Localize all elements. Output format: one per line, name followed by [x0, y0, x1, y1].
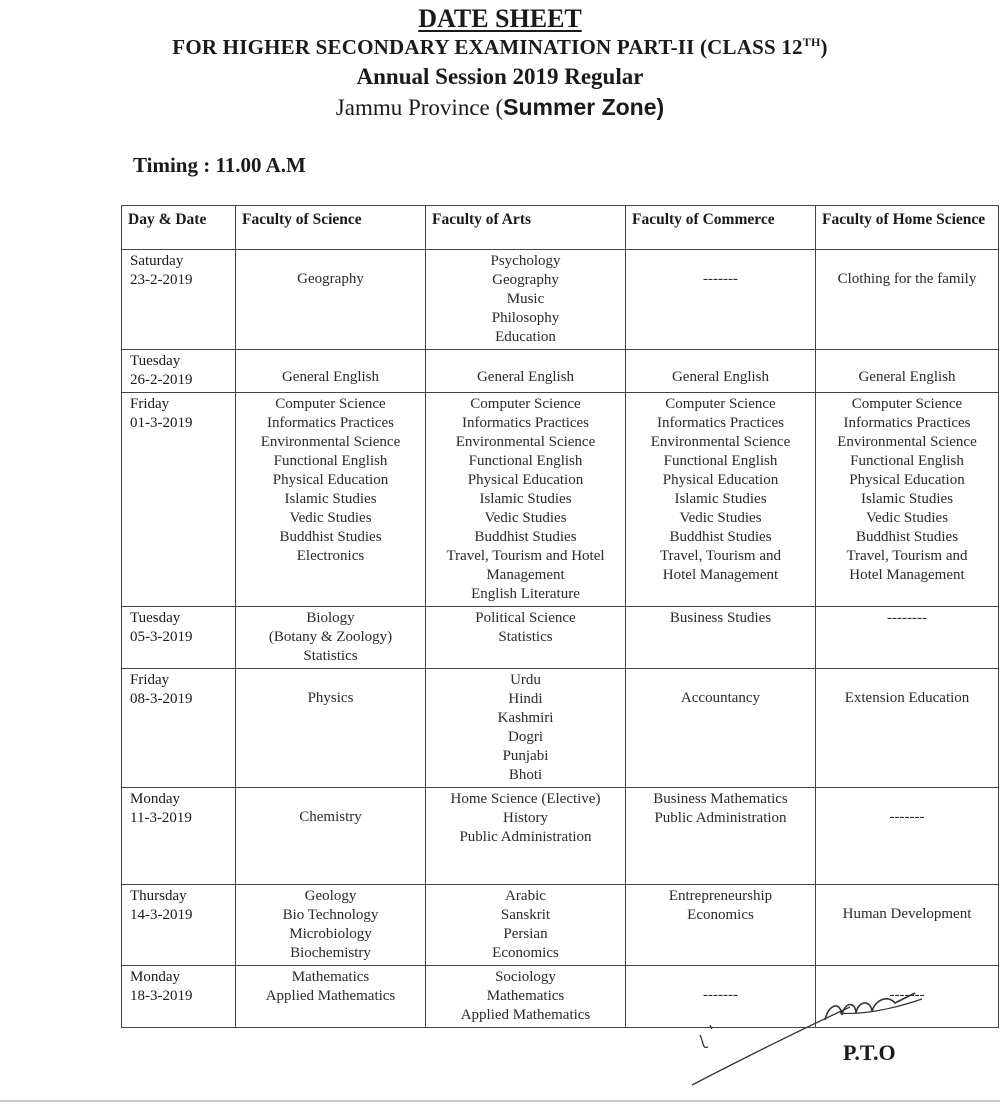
subject-item: -------: [889, 987, 925, 1003]
subject-item: Applied Mathematics: [460, 1007, 591, 1023]
subject-item: Entrepreneurship: [668, 888, 773, 904]
column-header-commerce: Faculty of Commerce: [626, 206, 816, 250]
subject-item: Physical Education: [467, 472, 584, 488]
arts-cell: [426, 607, 626, 669]
commerce-cell: [626, 250, 816, 350]
subject-item: -------: [889, 809, 925, 825]
science-cell: [236, 250, 426, 350]
subject-item: Environmental Science: [837, 434, 977, 450]
arts-cell: [426, 885, 626, 966]
subject-item: Economics: [687, 907, 754, 923]
day-date-cell: [122, 250, 236, 350]
science-cell: [236, 607, 426, 669]
day-date-cell: [122, 669, 236, 788]
arts-cell: [426, 669, 626, 788]
subject-item: -------: [703, 271, 738, 287]
subject-item: Buddhist Studies: [474, 529, 577, 545]
subject-item: English Literature: [471, 586, 580, 602]
subject-item: Persian: [503, 926, 548, 942]
science-cell: [236, 966, 426, 1028]
subject-item: Accountancy: [680, 690, 761, 706]
subject-item: Computer Science: [665, 396, 776, 412]
exam-date: 14-3-2019: [130, 907, 193, 923]
subject-item: General English: [476, 369, 575, 385]
exam-day: Friday: [130, 396, 170, 412]
subject-item: General English: [281, 369, 380, 385]
subject-item: Computer Science: [275, 396, 386, 412]
subject-item: Islamic Studies: [479, 491, 572, 507]
subject-item: Buddhist Studies: [669, 529, 772, 545]
subject-item: Informatics Practices: [656, 415, 785, 431]
page-title: DATE SHEET: [418, 4, 582, 33]
exam-date: 23-2-2019: [130, 272, 193, 288]
home-science-cell: [816, 669, 999, 788]
timing-label: Timing : 11.00 A.M: [133, 153, 306, 177]
commerce-cell: [626, 885, 816, 966]
subject-item: Environmental Science: [650, 434, 791, 450]
arts-cell: [426, 788, 626, 885]
subject-item: Physics: [307, 690, 354, 706]
subject-item: -------: [703, 987, 738, 1003]
home-science-cell: [816, 350, 999, 393]
exam-day: Saturday: [130, 253, 184, 269]
home-science-cell: [816, 607, 999, 669]
subject-item: Islamic Studies: [674, 491, 767, 507]
table-row: [122, 393, 999, 607]
subject-item: Travel, Tourism and Hotel: [446, 548, 605, 564]
pto-note: P.T.O: [843, 1040, 896, 1065]
subject-item: Environmental Science: [455, 434, 596, 450]
subject-item: Chemistry: [299, 809, 362, 825]
subject-item: Islamic Studies: [860, 491, 954, 507]
table-row: [122, 250, 999, 350]
subject-item: Environmental Science: [260, 434, 401, 450]
subject-item: Kashmiri: [497, 710, 554, 726]
subject-item: Mathematics: [486, 988, 565, 1004]
table-row: [122, 669, 999, 788]
subject-item: Functional English: [663, 453, 778, 469]
subject-item: Electronics: [296, 548, 365, 564]
subject-item: Geology: [304, 888, 357, 904]
subject-item: Dogri: [508, 729, 543, 745]
column-header-science: Faculty of Science: [236, 206, 426, 250]
subject-item: Hotel Management: [662, 567, 779, 583]
exam-day: Tuesday: [130, 353, 181, 369]
subject-item: Music: [506, 291, 545, 307]
commerce-cell: [626, 669, 816, 788]
subject-item: Public Administration: [654, 810, 787, 826]
subject-item: Vedic Studies: [484, 510, 567, 526]
day-date-cell: [122, 966, 236, 1028]
table-row: [122, 607, 999, 669]
subject-item: Vedic Studies: [865, 510, 949, 526]
subject-item: Functional English: [273, 453, 388, 469]
day-date-cell: [122, 885, 236, 966]
subject-item: Hindi: [508, 691, 543, 707]
subject-item: Functional English: [468, 453, 583, 469]
subject-item: Extension Education: [844, 690, 970, 706]
exam-date: 05-3-2019: [130, 629, 193, 645]
subject-item: Travel, Tourism and: [659, 548, 782, 564]
exam-date: 18-3-2019: [130, 988, 193, 1004]
subject-item: Hotel Management: [849, 567, 965, 583]
subject-item: Bio Technology: [282, 907, 379, 923]
subject-item: Punjabi: [502, 748, 549, 764]
subject-item: Biochemistry: [290, 945, 371, 961]
exam-day: Monday: [130, 791, 180, 807]
subject-item: Geography: [297, 271, 364, 287]
subject-item: (Botany & Zoology): [268, 629, 393, 645]
arts-cell: [426, 250, 626, 350]
arts-cell: [426, 966, 626, 1028]
subject-item: Functional English: [850, 453, 964, 469]
home-science-cell: [816, 788, 999, 885]
table-row: [122, 350, 999, 393]
science-cell: [236, 350, 426, 393]
subject-item: Physical Education: [662, 472, 779, 488]
subject-item: General English: [858, 369, 956, 385]
subject-item: Buddhist Studies: [855, 529, 959, 545]
commerce-cell: [626, 350, 816, 393]
exam-date: 11-3-2019: [130, 810, 192, 826]
table-row: [122, 885, 999, 966]
date-sheet-table: [121, 205, 999, 1028]
subject-item: Mathematics: [291, 969, 370, 985]
signature: [690, 985, 930, 1090]
subject-item: Computer Science: [470, 396, 581, 412]
day-date-cell: [122, 788, 236, 885]
science-cell: [236, 669, 426, 788]
subject-item: Computer Science: [851, 396, 963, 412]
subject-item: Arabic: [505, 888, 546, 904]
arts-cell: [426, 350, 626, 393]
science-cell: [236, 788, 426, 885]
home-science-cell: [816, 885, 999, 966]
subject-item: Human Development: [842, 906, 972, 922]
subject-item: Psychology: [490, 253, 561, 269]
subject-item: Vedic Studies: [289, 510, 372, 526]
subject-item: Political Science: [475, 610, 576, 626]
exam-subtitle: FOR HIGHER SECONDARY EXAMINATION PART-II (CLASS 12TH): [172, 35, 828, 59]
exam-date: 01-3-2019: [130, 415, 193, 431]
subject-item: Economics: [492, 945, 559, 961]
subject-item: Informatics Practices: [461, 415, 590, 431]
subject-item: Travel, Tourism and: [846, 548, 968, 564]
subject-item: Informatics Practices: [266, 415, 395, 431]
commerce-cell: [626, 393, 816, 607]
arts-cell: [426, 393, 626, 607]
subject-item: Physical Education: [849, 472, 965, 488]
home-science-cell: [816, 393, 999, 607]
subject-item: History: [503, 810, 548, 826]
subject-item: Home Science (Elective): [450, 791, 601, 807]
subject-item: Applied Mathematics: [265, 988, 396, 1004]
column-header-day-date: Day & Date: [122, 206, 236, 250]
divider: [0, 1100, 1000, 1102]
province-line: Jammu Province (Summer Zone): [335, 94, 665, 120]
column-header-arts: Faculty of Arts: [426, 206, 626, 250]
table-row: [122, 788, 999, 885]
exam-day: Tuesday: [130, 610, 181, 626]
subject-item: Physical Education: [272, 472, 389, 488]
day-date-cell: [122, 607, 236, 669]
exam-date: 08-3-2019: [130, 691, 193, 707]
commerce-cell: [626, 607, 816, 669]
subject-item: Buddhist Studies: [279, 529, 382, 545]
subject-item: Public Administration: [459, 829, 592, 845]
session-line: Annual Session 2019 Regular: [356, 64, 644, 89]
exam-date: 26-2-2019: [130, 372, 193, 388]
day-date-cell: [122, 350, 236, 393]
science-cell: [236, 885, 426, 966]
exam-day: Thursday: [130, 888, 187, 904]
home-science-cell: [816, 250, 999, 350]
subject-item: Business Mathematics: [653, 791, 788, 807]
column-header-home-science: Faculty of Home Science: [816, 206, 999, 250]
science-cell: [236, 393, 426, 607]
subject-item: Urdu: [510, 672, 541, 688]
table-header-row: [122, 206, 999, 250]
commerce-cell: [626, 788, 816, 885]
subject-item: Clothing for the family: [837, 271, 977, 287]
subject-item: Islamic Studies: [284, 491, 377, 507]
subject-item: Business Studies: [669, 610, 772, 626]
subject-item: Management: [486, 567, 565, 583]
exam-day: Friday: [130, 672, 170, 688]
subject-item: Vedic Studies: [679, 510, 762, 526]
subject-item: Sociology: [495, 969, 556, 985]
subject-item: Statistics: [498, 629, 553, 645]
day-date-cell: [122, 393, 236, 607]
subject-item: Philosophy: [491, 310, 560, 326]
subject-item: Biology: [306, 610, 355, 626]
subject-item: Informatics Practices: [843, 415, 971, 431]
subject-item: --------: [887, 610, 927, 626]
subject-item: Microbiology: [289, 926, 372, 942]
subject-item: Sanskrit: [500, 907, 551, 923]
subject-item: Education: [495, 329, 556, 345]
subject-item: General English: [671, 369, 770, 385]
subject-item: Bhoti: [508, 767, 543, 783]
subject-item: Statistics: [303, 648, 358, 664]
subject-item: Geography: [492, 272, 559, 288]
exam-day: Monday: [130, 969, 180, 985]
